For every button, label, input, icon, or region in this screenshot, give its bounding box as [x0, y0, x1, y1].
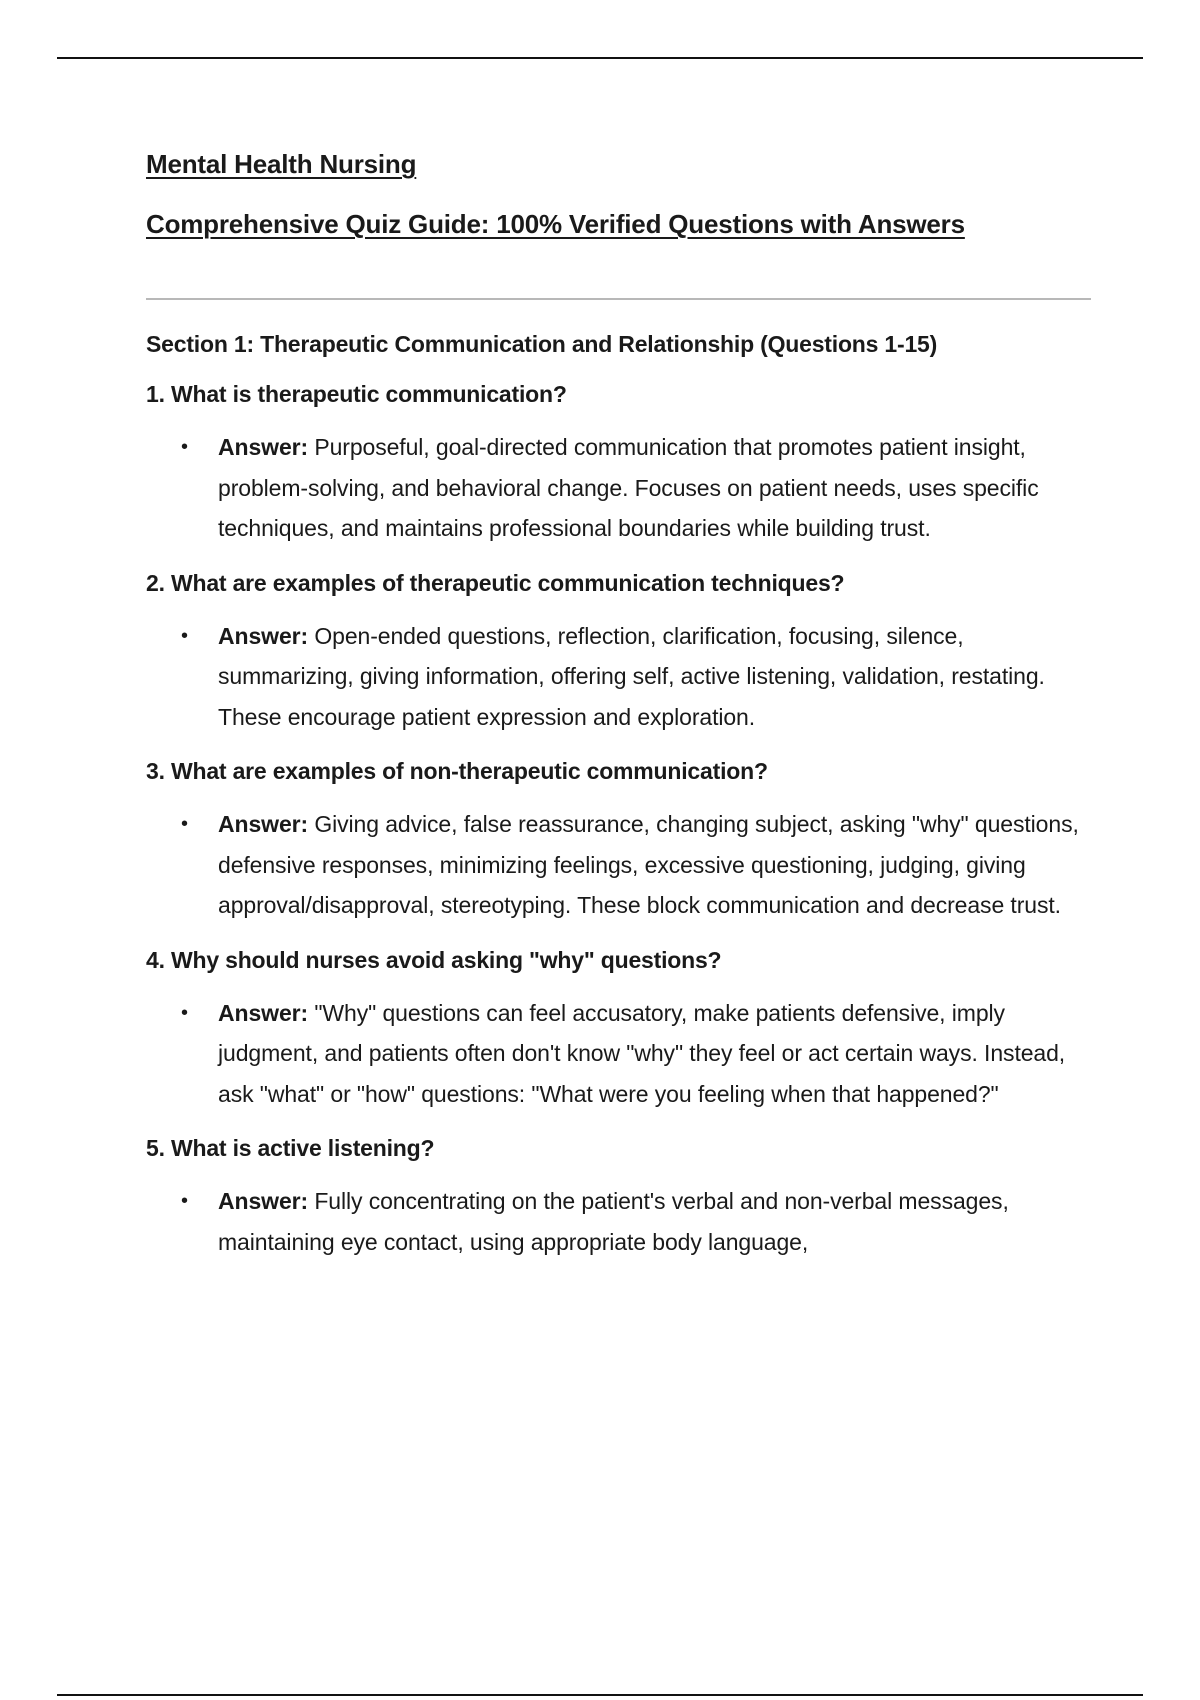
qa-item-1	[146, 378, 1091, 549]
answer-item	[146, 427, 1091, 549]
answer-text: Fully concentrating on the patient's verbal and non-verbal messages, maintaining eye contact, using appropriate body language,	[218, 1188, 1009, 1255]
qa-item-2	[146, 567, 1091, 738]
bullet-icon: •	[181, 436, 188, 458]
question-text: 4. Why should nurses avoid asking "why" questions?	[146, 946, 722, 973]
bullet-icon: •	[181, 1190, 188, 1212]
answer-text: Giving advice, false reassurance, changing subject, asking "why" questions, defensive responses, minimizing feelings, excessive questioning, judging, giving approval/disapproval, stereotyping. These block communication and decrease trust.	[218, 811, 1079, 918]
answer-list	[146, 804, 1091, 926]
answer-item	[146, 804, 1091, 926]
answer-label: Answer:	[218, 622, 309, 649]
bullet-icon: •	[181, 813, 188, 835]
answer-list	[146, 993, 1091, 1115]
answer-text: Open-ended questions, reflection, clarification, focusing, silence, summarizing, giving information, offering self, active listening, validation, restating. These encourage patient expression and exploration.	[218, 622, 1045, 730]
question-text: 2. What are examples of therapeutic communication techniques?	[146, 569, 845, 596]
bullet-icon: •	[181, 624, 188, 647]
section-heading: Section 1: Therapeutic Communication and Relationship (Questions 1-15)	[146, 331, 938, 357]
qa-item-3	[146, 755, 1091, 926]
answer-label: Answer:	[218, 434, 309, 460]
bullet-icon: •	[181, 1001, 188, 1024]
answer-item	[146, 616, 1091, 738]
document-title: Mental Health Nursing	[146, 149, 417, 179]
qa-item-5	[146, 1132, 1091, 1262]
answer-text: "Why" questions can feel accusatory, make patients defensive, imply judgment, and patients often don't know "why" they feel or act certain ways. Instead, ask "what" or "how" questions: "What were you feeling when that happened?"	[218, 999, 1066, 1107]
answer-list	[146, 1181, 1091, 1262]
question-text: 3. What are examples of non-therapeutic communication?	[146, 758, 768, 784]
document-body	[146, 146, 1091, 1262]
section-divider	[146, 298, 1091, 300]
question-text: 5. What is active listening?	[146, 1135, 435, 1161]
answer-label: Answer:	[218, 999, 309, 1026]
qa-item-4	[146, 944, 1091, 1115]
answer-list	[146, 427, 1091, 549]
answer-list	[146, 616, 1091, 738]
page-bottom-rule	[57, 1694, 1143, 1696]
answer-label: Answer:	[218, 811, 309, 837]
answer-item	[146, 1181, 1091, 1262]
answer-text: Purposeful, goal-directed communication that promotes patient insight, problem-solving, and behavioral change. Focuses on patient needs, uses specific techniques, and maintains professional boundaries while building trust.	[218, 434, 1039, 541]
answer-label: Answer:	[218, 1188, 309, 1214]
document-subtitle: Comprehensive Quiz Guide: 100% Verified Questions with Answers	[146, 209, 965, 239]
page-top-rule	[57, 57, 1143, 59]
answer-item	[146, 993, 1091, 1115]
question-text: 1. What is therapeutic communication?	[146, 381, 567, 407]
